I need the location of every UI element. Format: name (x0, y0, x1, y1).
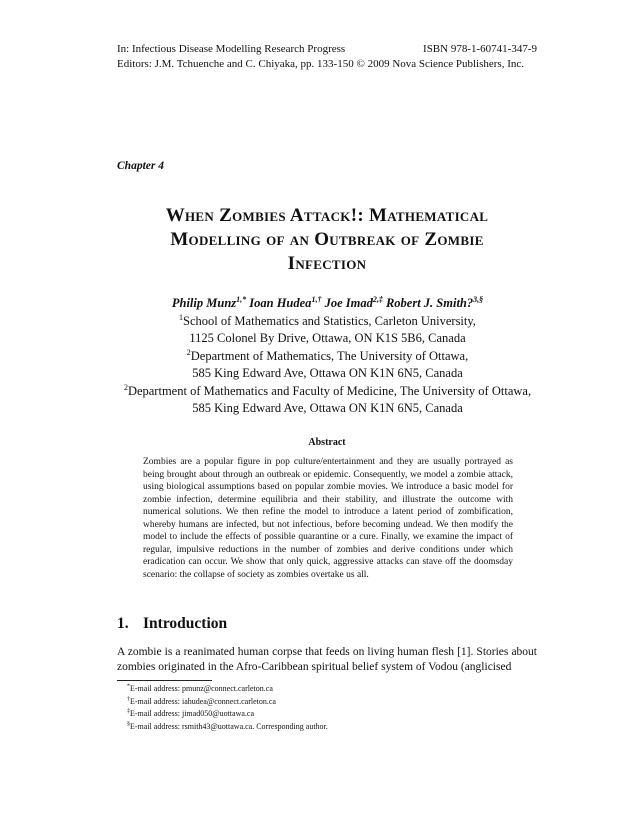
affiliation-address: 585 King Edward Ave, Ottawa ON K1N 6N5, Canada (192, 401, 463, 415)
chapter-label: Chapter 4 (117, 160, 164, 172)
footnote (127, 721, 328, 734)
author-mark: 1,* (236, 294, 247, 304)
footnote-text: E-mail address: iahudea@connect.carleton.ca (130, 696, 276, 706)
author-block (60, 295, 595, 418)
author-name: Joe Imad (324, 296, 373, 310)
footnote (127, 708, 328, 721)
affiliation (60, 313, 595, 331)
abstract-heading: Abstract (308, 437, 346, 448)
abstract-text: Zombies are a popular figure in pop culture/entertainment and they are usually portrayed as being brought about through an outbreak or epidemic. Consequently, we model a zombie attack, using biological assumptions based on popular zombie movies. We introduce a basic model for zombie infection, determine equilibria and their stability, and illustrate the outcome with numerical solutions. We then refine the model to introduce a latent period of zombification, whereby humans are infected, but not infectious, before becoming undead. We then modify the model to include the effects of possible quarantine or a cure. Finally, we examine the impact of regular, impulsive reductions in the number of zombies and derive conditions under which eradication can occur. We show that only quick, aggressive attacks can stave off the doomsday scenario: the collapse of society as zombies overtake us all. (143, 457, 513, 580)
affiliation-mark: 2 (186, 347, 191, 357)
footnote-divider (117, 680, 212, 681)
affiliation-line: Department of Mathematics and Faculty of Medicine, The University of Ottawa, (127, 383, 532, 398)
footnote-mark: § (127, 720, 130, 727)
affiliation (60, 348, 595, 366)
paper-title (117, 204, 537, 276)
author-name: Robert J. Smith? (385, 296, 474, 310)
footnote-text: E-mail address: rsmith43@uottawa.ca. Corresponding author. (130, 721, 328, 731)
author-names (60, 295, 595, 313)
author-name: Ioan Hudea (249, 296, 312, 310)
title-line: Modelling of an Outbreak of Zombie (170, 229, 484, 250)
book-title: In: Infectious Disease Modelling Research Progress (117, 43, 346, 55)
title-line: Infection (287, 253, 367, 274)
isbn: ISBN 978-1-60741-347-9 (423, 43, 537, 55)
author-mark: 2,‡ (372, 294, 383, 304)
section-heading (117, 615, 227, 633)
footnote (127, 696, 328, 709)
title-line: When Zombies Attack!: Mathematical (165, 205, 489, 226)
running-header-line2: Editors: J.M. Tchuenche and C. Chiyaka, pp. 133-150 © 2009 Nova Science Publishers, Inc. (117, 58, 524, 70)
section-number: 1. (117, 615, 129, 632)
author-mark: 3,§ (473, 294, 484, 304)
affiliation-mark: 2 (123, 382, 128, 392)
footnote-text: E-mail address: jimad050@uottawa.ca (130, 709, 254, 718)
author-mark: 1,† (311, 294, 322, 304)
affiliation-address: 585 King Edward Ave, Ottawa ON K1N 6N5, Canada (192, 366, 463, 380)
affiliation-line: School of Mathematics and Statistics, Carleton University, (183, 313, 476, 328)
affiliation-address: 1125 Colonel By Drive, Ottawa, ON K1S 5B6, Canada (189, 331, 466, 345)
footnote-mark: * (127, 683, 130, 690)
footnotes (127, 683, 328, 733)
introduction-paragraph: A zombie is a reanimated human corpse that feeds on living human flesh [1]. Stories about zombies originated in the Afro-Caribbean spiritual belief system of Vodou (anglicised (117, 646, 537, 673)
affiliation (60, 383, 595, 401)
author-name: Philip Munz (171, 296, 237, 310)
running-header-line1 (117, 42, 537, 56)
section-title: Introduction (143, 615, 228, 632)
footnote (127, 683, 328, 696)
footnote-mark: † (127, 695, 130, 702)
footnote-text: E-mail address: pmunz@connect.carleton.ca (130, 684, 273, 693)
affiliation-line: Department of Mathematics, The University of Ottawa, (190, 348, 469, 363)
footnote-mark: ‡ (127, 708, 130, 715)
affiliation-mark: 1 (179, 312, 184, 322)
